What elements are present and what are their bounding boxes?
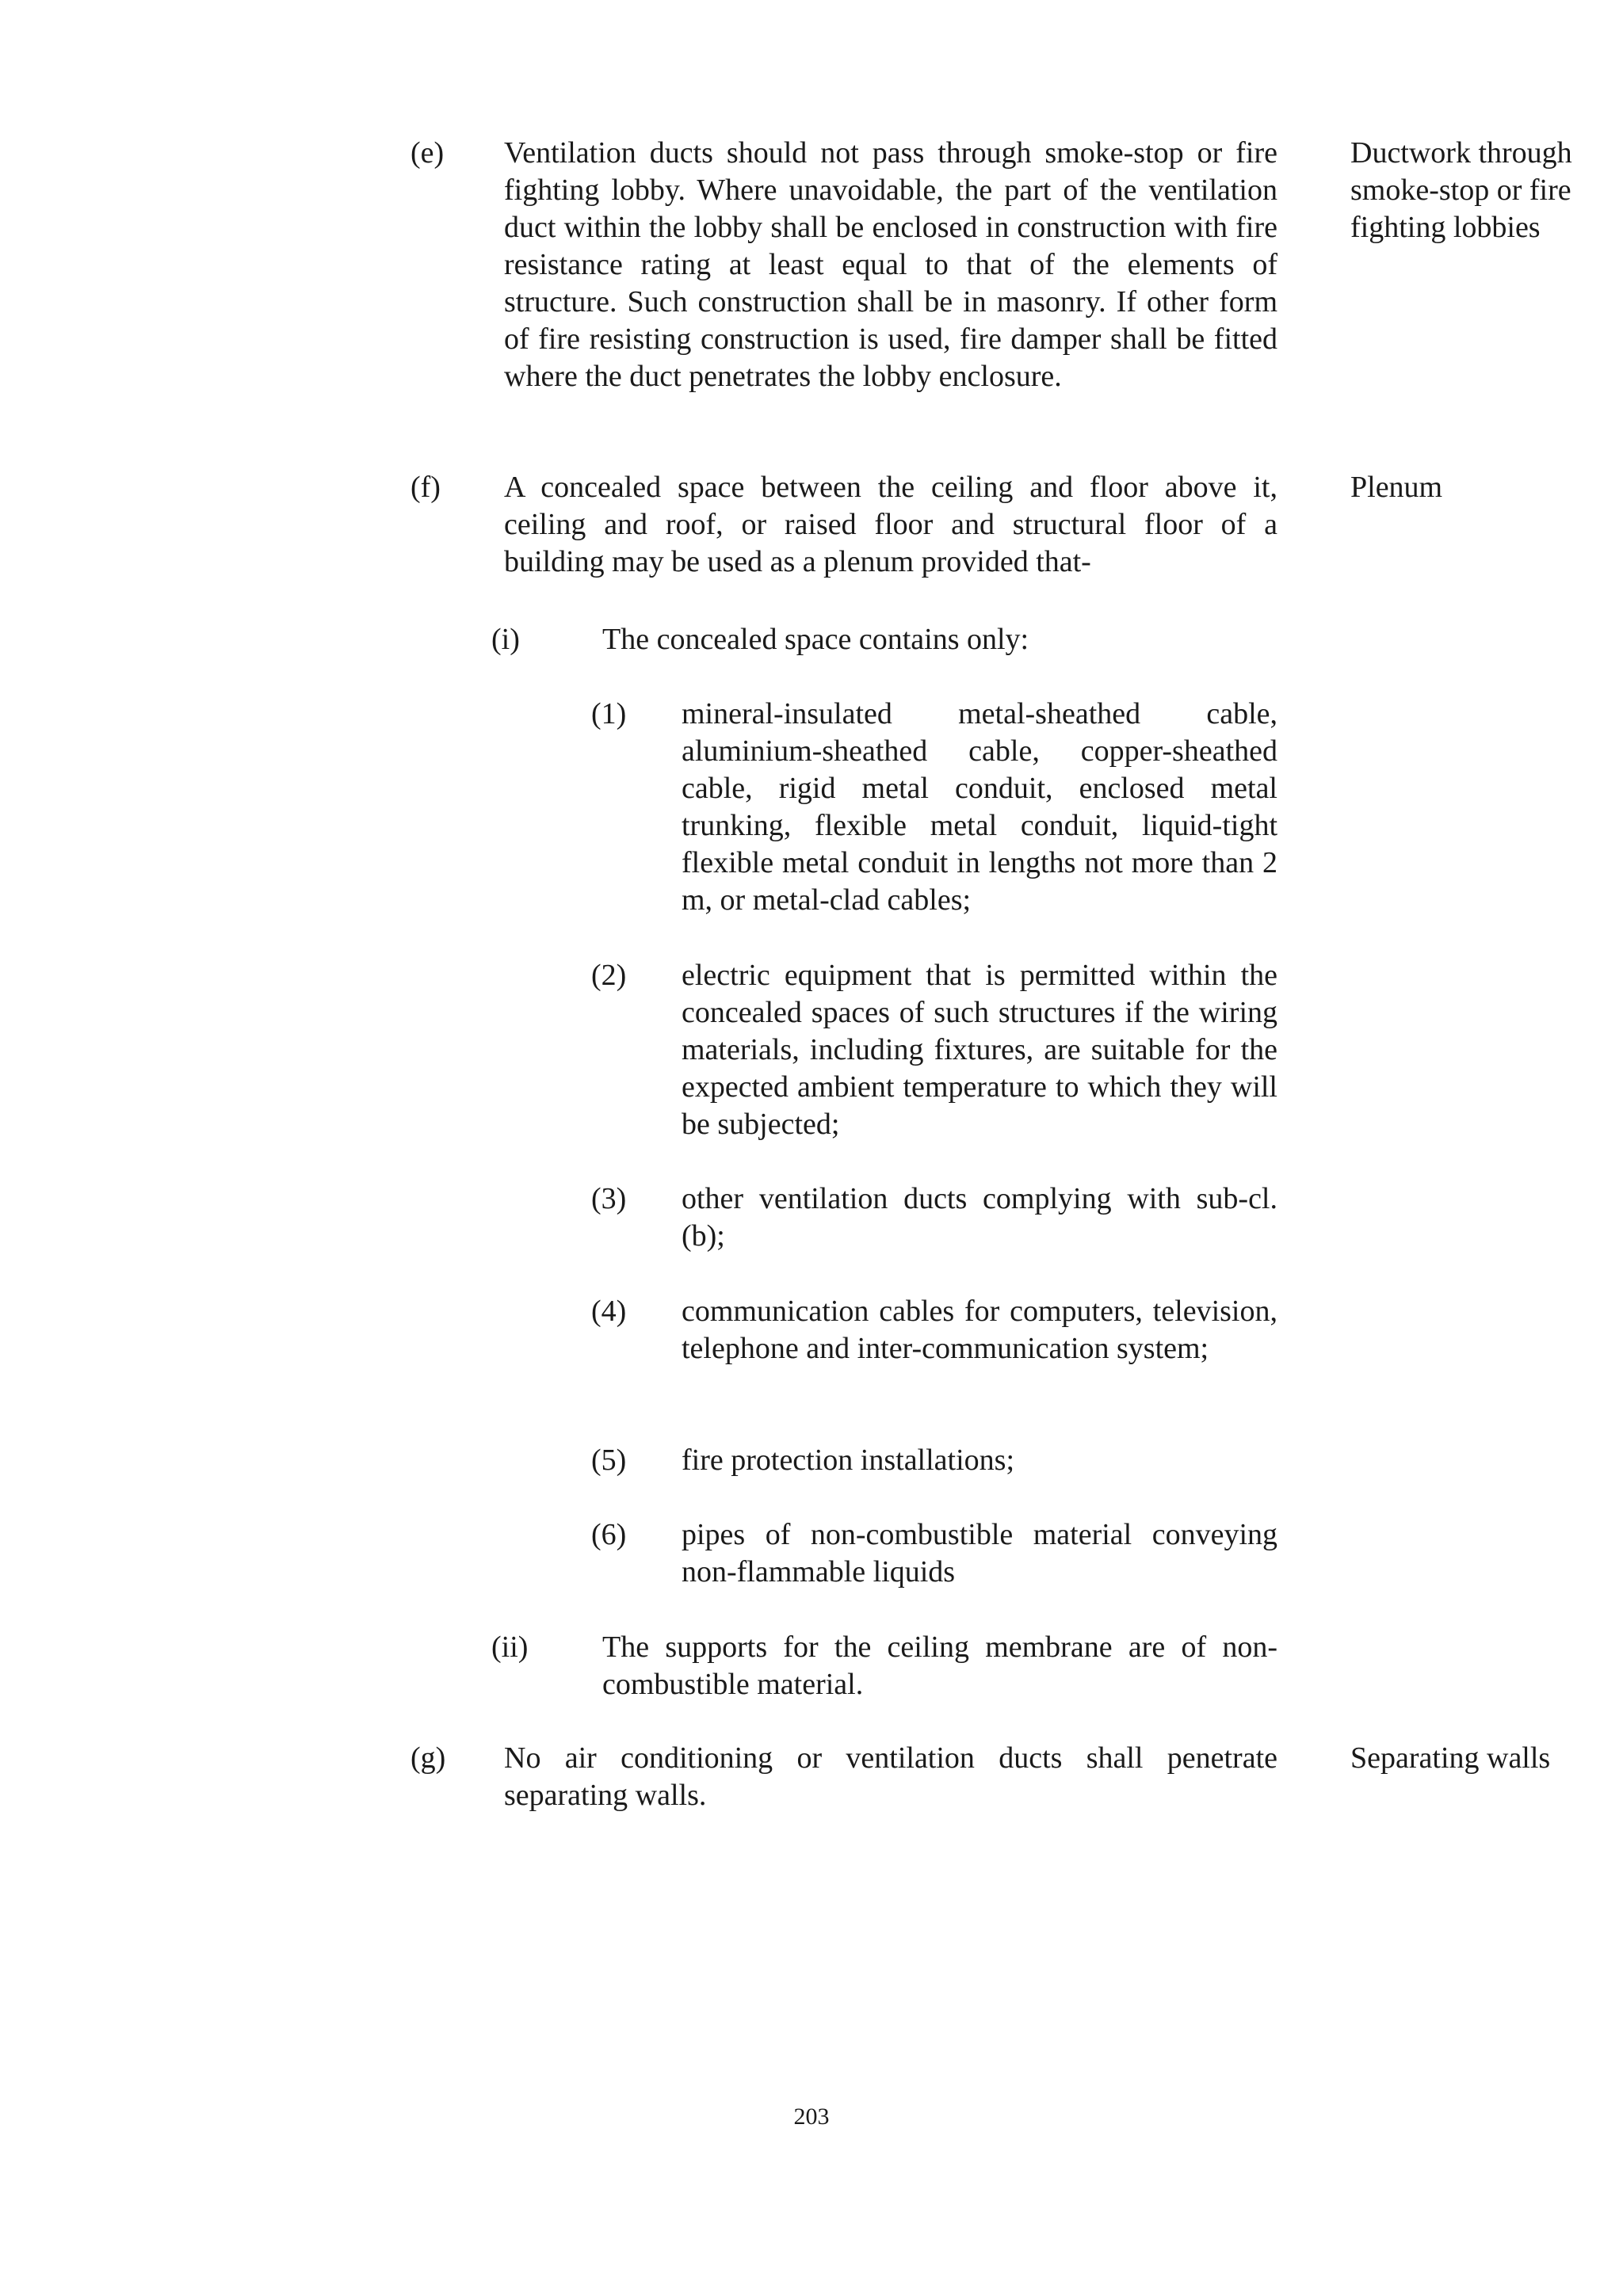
clause-f-text: A concealed space between the ceiling and floor above it, ceiling and roof, or raised floor and structural floor of a building may be used as a plenum provided that- bbox=[504, 471, 1277, 578]
clause-f-label: (f) bbox=[411, 471, 441, 504]
clause-e-label: (e) bbox=[411, 136, 445, 170]
sub-ii-label: (ii) bbox=[491, 1630, 529, 1664]
item-4-text: communication cables for computers, television, telephone and inter-communication system; bbox=[682, 1295, 1277, 1365]
sub-i-text: The concealed space contains only: bbox=[602, 623, 1029, 656]
item-2-text: electric equipment that is permitted within the concealed spaces of such structures if the wiring materials, including fixtures, are suitable for the expected ambient temperature to which they will be subjected; bbox=[682, 959, 1277, 1141]
sub-ii-text: The supports for the ceiling membrane are of non-combustible material. bbox=[602, 1630, 1277, 1701]
margin-note-plenum: Plenum bbox=[1350, 471, 1443, 504]
item-6-text: pipes of non-combustible material conveying non-flammable liquids bbox=[682, 1518, 1277, 1589]
item-5-text: fire protection installations; bbox=[682, 1444, 1015, 1477]
margin-note-separating-walls: Separating walls bbox=[1350, 1741, 1551, 1775]
item-1-text: mineral-insulated metal-sheathed cable, aluminium-sheathed cable, copper-sheathed cable, rigid metal conduit, enclosed metal trunking, flexible metal conduit, liquid-tight flexible metal conduit in lengths not more than 2 m, or metal-clad cables; bbox=[682, 697, 1277, 917]
margin-note-ductwork: Ductwork through smoke-stop or fire fighting lobbies bbox=[1350, 136, 1572, 244]
sub-i-label: (i) bbox=[491, 623, 520, 656]
clause-g-text: No air conditioning or ventilation ducts shall penetrate separating walls. bbox=[504, 1741, 1277, 1812]
page-number: 203 bbox=[793, 2103, 830, 2130]
clause-g-label: (g) bbox=[411, 1741, 446, 1775]
item-4-label: (4) bbox=[591, 1295, 627, 1328]
item-3-label: (3) bbox=[591, 1182, 627, 1215]
clause-e-text: Ventilation ducts should not pass through smoke-stop or fire fighting lobby. Where unavoidable, the part of the ventilation duct within the lobby shall be enclosed in construction with fire resistance rating at least equal to that of the elements of structure. Such construction shall be in masonry. If other form of fire resisting construction is used, fire damper shall be fitted where the duct penetrates the lobby enclosure. bbox=[504, 136, 1277, 393]
item-6-label: (6) bbox=[591, 1518, 627, 1551]
item-1-label: (1) bbox=[591, 697, 627, 730]
item-5-label: (5) bbox=[591, 1444, 627, 1477]
item-3-text: other ventilation ducts complying with sub-cl. (b); bbox=[682, 1182, 1277, 1253]
item-2-label: (2) bbox=[591, 959, 627, 992]
